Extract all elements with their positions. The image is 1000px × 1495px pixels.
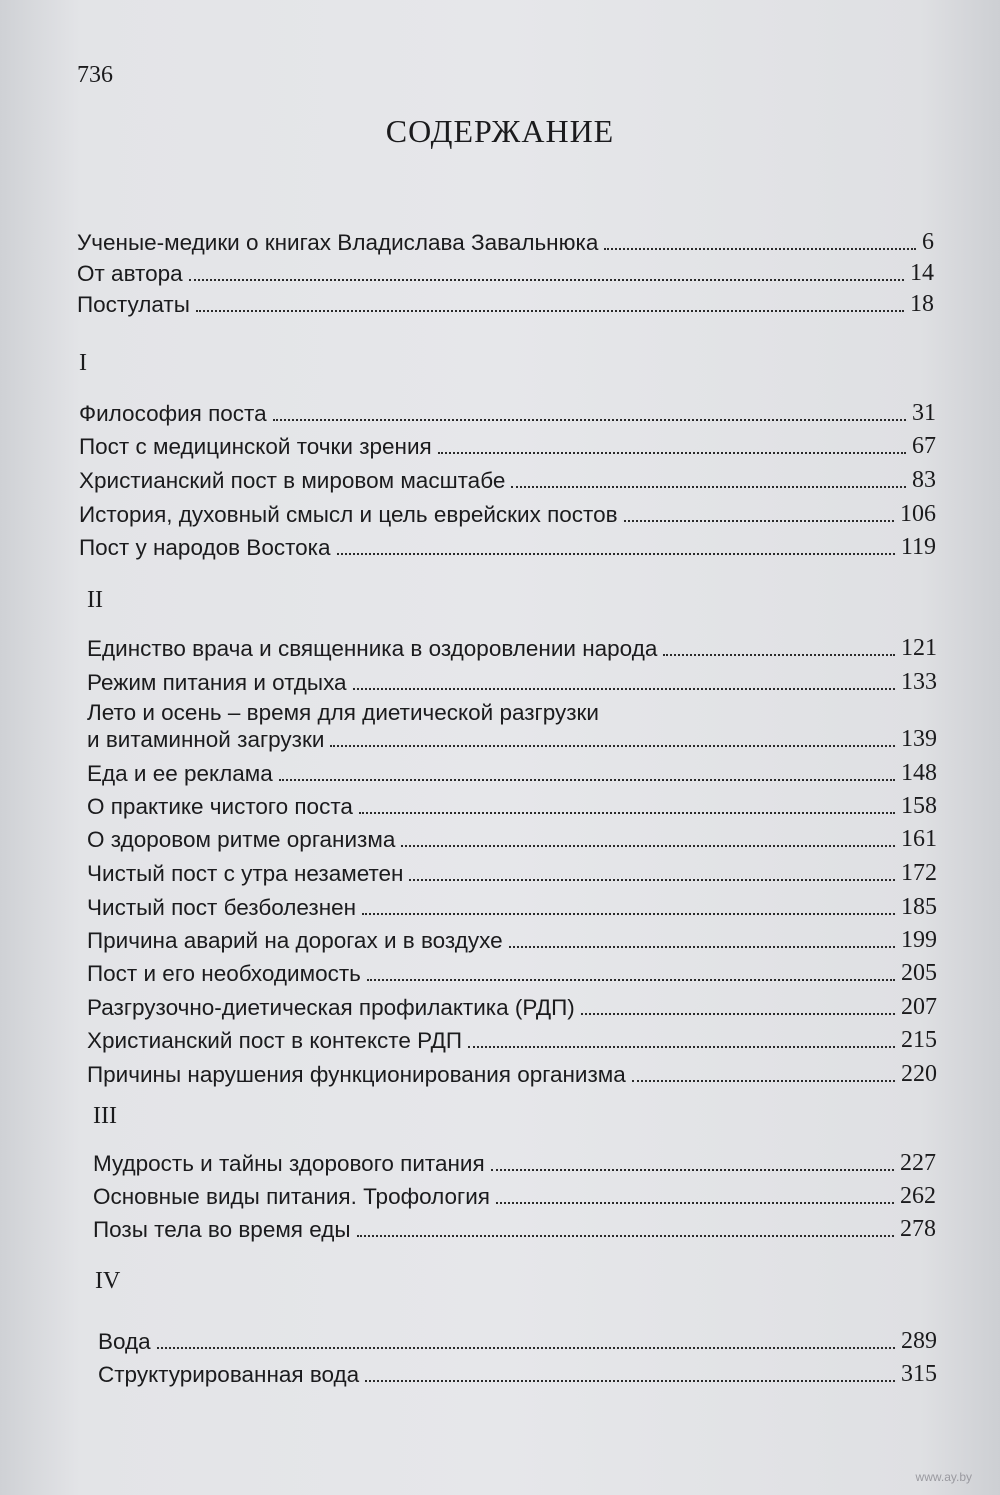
toc-entry-title: Пост и его необходимость — [87, 961, 361, 986]
dot-leader — [353, 688, 895, 690]
toc-entry-page: 185 — [901, 894, 937, 920]
toc-entry-page: 207 — [901, 994, 937, 1020]
toc-entry-page: 31 — [912, 400, 936, 426]
toc-entry — [87, 924, 937, 954]
toc-entry-page: 289 — [901, 1328, 937, 1354]
toc-entry — [87, 666, 937, 696]
page-number: 736 — [77, 62, 113, 88]
toc-entry-title: Пост с медицинской точки зрения — [79, 434, 432, 459]
toc-entry — [87, 823, 937, 853]
toc-entry — [93, 1213, 936, 1243]
toc-entry-title: Христианский пост в мировом масштабе — [79, 468, 506, 493]
toc-entry — [87, 957, 937, 987]
dot-leader — [367, 979, 895, 981]
toc-entry-title: Чистый пост с утра незаметен — [87, 861, 404, 886]
toc-entry — [79, 397, 936, 427]
toc-entry-page: 6 — [922, 229, 934, 255]
dot-leader — [632, 1080, 895, 1082]
dot-leader — [365, 1380, 895, 1382]
dot-leader — [273, 419, 906, 421]
dot-leader — [468, 1046, 895, 1048]
dot-leader — [663, 654, 895, 656]
section-label: II — [87, 587, 103, 613]
toc-entry-title: Вода — [98, 1329, 151, 1354]
toc-entry — [87, 857, 937, 887]
dot-leader — [581, 1013, 895, 1015]
dot-leader — [330, 745, 895, 747]
toc-entry — [93, 1147, 936, 1177]
dot-leader — [509, 946, 895, 948]
toc-entry-page: 199 — [901, 927, 937, 953]
toc-entry-page: 215 — [901, 1027, 937, 1053]
toc-entry — [87, 1024, 937, 1054]
toc-entry — [87, 790, 937, 820]
toc-entry-page: 205 — [901, 960, 937, 986]
toc-entry — [87, 632, 937, 662]
toc-entry-title: О практике чистого поста — [87, 794, 353, 819]
toc-entry-title: О здоровом ритме организма — [87, 827, 396, 852]
toc-entry-page: 220 — [901, 1061, 937, 1087]
toc-entry-title: Режим питания и отдыха — [87, 670, 347, 695]
toc-entry-page: 83 — [912, 467, 936, 493]
toc-entry-page: 262 — [900, 1183, 936, 1209]
toc-entry-page: 106 — [900, 501, 936, 527]
toc-entry — [77, 226, 934, 256]
toc-entry-title: Позы тела во время еды — [93, 1217, 351, 1242]
toc-entry-page: 161 — [901, 826, 937, 852]
toc-entry-title: Философия поста — [79, 401, 267, 426]
dot-leader — [604, 248, 916, 250]
dot-leader — [337, 553, 895, 555]
dot-leader — [401, 845, 895, 847]
toc-entry-page: 121 — [901, 635, 937, 661]
toc-entry-title: Единство врача и священника в оздоровлении народа — [87, 636, 658, 661]
toc-entry-title: Основные виды питания. Трофология — [93, 1184, 490, 1209]
toc-entry — [77, 257, 934, 287]
toc-entry-title-first-line: Лето и осень – время для диетической разгрузки — [87, 700, 599, 725]
dot-leader — [157, 1347, 895, 1349]
toc-entry-title: Причины нарушения функционирования организма — [87, 1062, 626, 1087]
toc-entry-title: Мудрость и тайны здорового питания — [93, 1151, 485, 1176]
toc-entry — [77, 288, 934, 318]
page-title: СОДЕРЖАНИЕ — [385, 113, 615, 149]
toc-entry — [98, 1325, 937, 1355]
toc-entry-title: Причина аварий на дорогах и в воздухе — [87, 928, 503, 953]
dot-leader — [359, 812, 895, 814]
toc-entry-title: и витаминной загрузки — [87, 727, 325, 752]
toc-entry — [87, 757, 937, 787]
dot-leader — [357, 1235, 894, 1237]
dot-leader — [279, 779, 895, 781]
dot-leader — [362, 913, 895, 915]
toc-entry-page: 139 — [901, 726, 937, 752]
dot-leader — [496, 1202, 894, 1204]
toc-entry-title: Чистый пост безболезнен — [87, 895, 357, 920]
dot-leader — [189, 279, 904, 281]
dot-leader — [491, 1169, 894, 1171]
toc-entry-page: 315 — [901, 1361, 937, 1387]
section-label: I — [79, 350, 87, 376]
toc-entry-page: 158 — [901, 793, 937, 819]
toc-entry-title: Пост у народов Востока — [79, 535, 331, 560]
toc-entry — [87, 991, 937, 1021]
toc-entry-page: 119 — [900, 534, 936, 560]
toc-entry-title: Еда и ее реклама — [87, 761, 273, 786]
dot-leader — [511, 486, 906, 488]
section-label: III — [93, 1103, 117, 1129]
toc-entry — [93, 1180, 936, 1210]
toc-entry-title: История, духовный смысл и цель еврейских постов — [79, 502, 618, 527]
dot-leader — [196, 310, 904, 312]
toc-entry-title: Христианский пост в контексте РДП — [87, 1028, 463, 1053]
toc-entry-page: 133 — [901, 669, 937, 695]
toc-entry-page: 278 — [900, 1216, 936, 1242]
dot-leader — [624, 520, 894, 522]
toc-entry-page: 67 — [912, 433, 936, 459]
toc-entry-title: Ученые-медики о книгах Владислава Завальнюка — [77, 230, 599, 255]
toc-entry — [98, 1358, 937, 1388]
toc-entry-page: 148 — [901, 760, 937, 786]
toc-entry-page: 172 — [901, 860, 937, 886]
toc-entry — [79, 464, 936, 494]
toc-entry-page: 18 — [910, 291, 934, 317]
section-label: IV — [95, 1268, 121, 1294]
toc-entry-title: От автора — [77, 261, 183, 286]
toc-entry — [87, 723, 937, 753]
toc-entry — [87, 891, 937, 921]
toc-entry-title: Структурированная вода — [98, 1362, 360, 1387]
toc-entry-title: Постулаты — [77, 292, 190, 317]
toc-entry — [87, 1058, 937, 1088]
toc-entry — [79, 430, 936, 460]
watermark: www.ay.by — [915, 1470, 972, 1484]
toc-entry-page: 227 — [900, 1150, 936, 1176]
toc-entry-page: 14 — [910, 260, 934, 286]
dot-leader — [409, 879, 895, 881]
toc-entry — [79, 531, 936, 561]
dot-leader — [438, 452, 906, 454]
toc-entry-title: Разгрузочно-диетическая профилактика (РДП) — [87, 995, 575, 1020]
toc-entry — [79, 498, 936, 528]
